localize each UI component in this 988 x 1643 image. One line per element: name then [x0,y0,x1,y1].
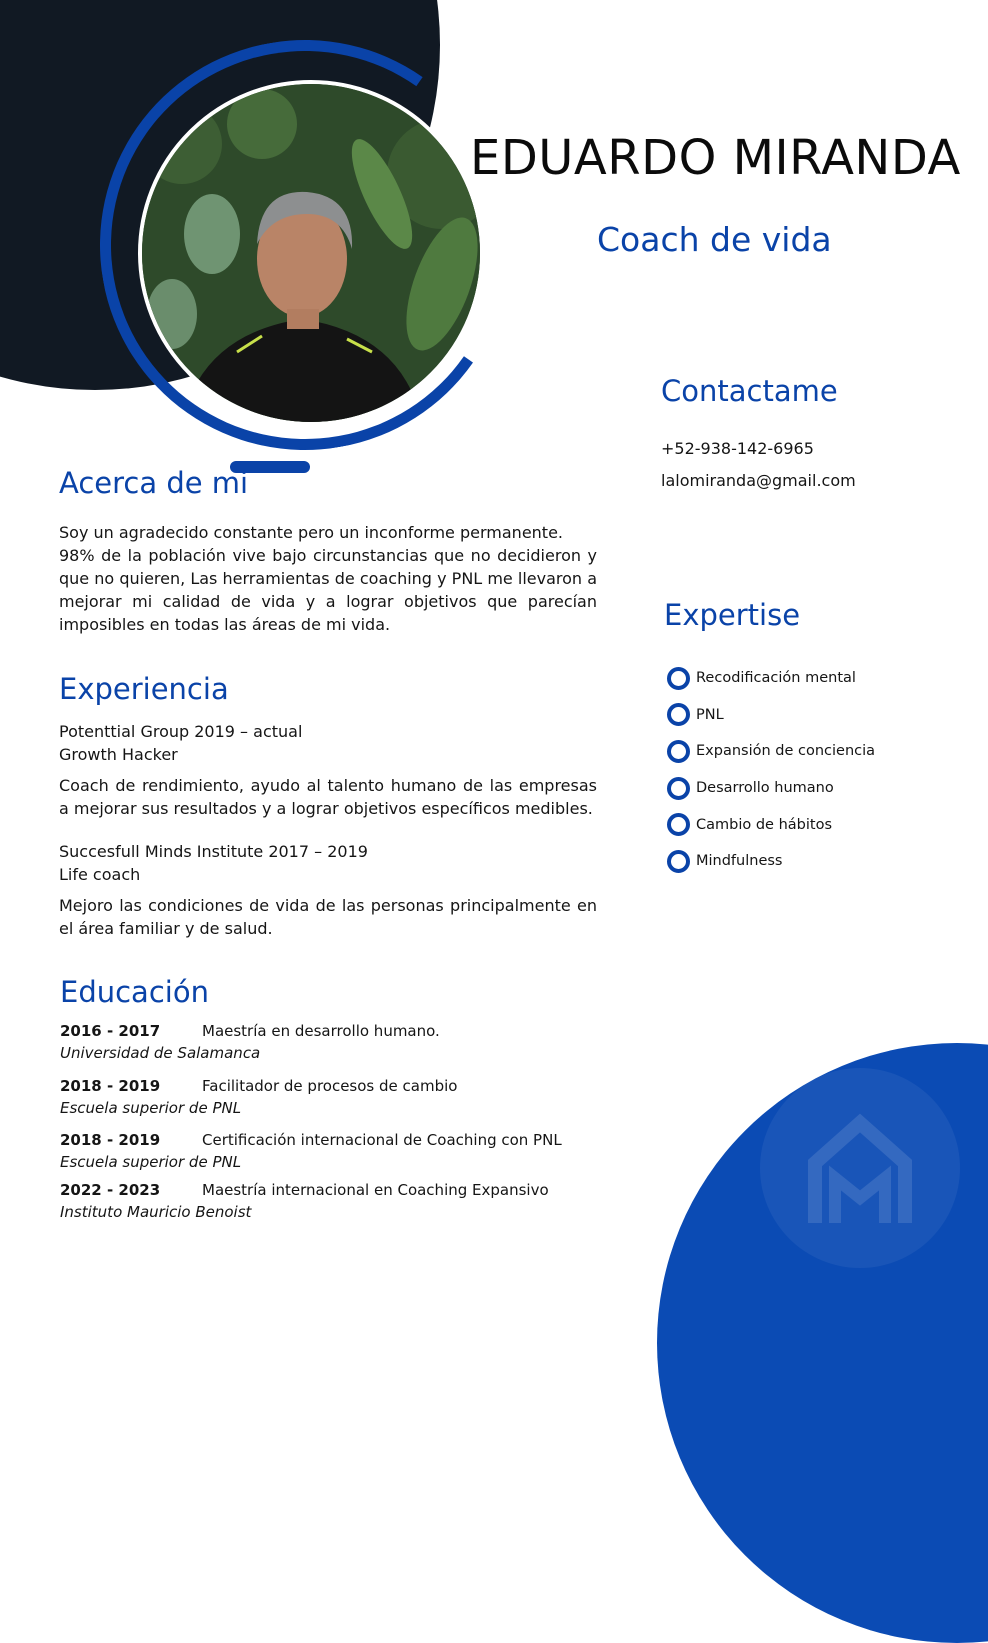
expertise-label: Expansión de conciencia [696,743,876,760]
education-years: 2018 - 2019 [60,1077,161,1095]
ring-bullet-icon [667,813,690,836]
expertise-label: Recodificación mental [696,670,856,687]
expertise-heading: Expertise [664,598,801,632]
expertise-item [667,770,967,807]
logo-watermark [760,1068,960,1268]
expertise-label: PNL [696,706,724,723]
contact-email: lalomiranda@gmail.com [661,471,856,490]
expertise-item [667,660,967,697]
education-school: Universidad de Salamanca [60,1044,261,1062]
experience-position: Growth Hacker [59,745,178,764]
logo-watermark-icon [760,1068,960,1268]
education-school: Escuela superior de PNL [60,1153,242,1171]
education-degree: Facilitador de procesos de cambio [202,1077,458,1095]
education-entry [60,1179,620,1223]
expertise-item [667,733,967,770]
contact-heading: Contactame [661,374,838,408]
expertise-label: Mindfulness [696,853,783,870]
education-entry [60,1020,620,1064]
ring-bullet-icon [667,777,690,800]
education-entry [60,1075,620,1119]
expertise-label: Cambio de hábitos [696,816,833,833]
experience-company: Potenttial Group 2019 – actual [59,722,303,741]
education-years: 2022 - 2023 [60,1181,161,1199]
about-paragraph: 98% de la población vive bajo circunstancias que no decidieron y que no quieren, Las herramientas de coaching y PNL me llevaron a mejorar mi calidad de vida y a lograr objetivos que parecían imposibles en todas las áreas de mi vida. [59,546,597,634]
expertise-label: Desarrollo humano [696,780,834,797]
education-entry [60,1129,620,1173]
experience-position: Life coach [59,865,141,884]
education-degree: Maestría internacional en Coaching Expansivo [202,1181,549,1199]
profile-photo [138,80,484,426]
experience-entry [59,840,597,940]
expertise-item [667,697,967,734]
candidate-role: Coach de vida [597,220,832,259]
education-school: Instituto Mauricio Benoist [60,1203,252,1221]
expertise-list [667,660,967,880]
about-heading: Acerca de mi [59,466,249,500]
about-intro-line: Soy un agradecido constante pero un inconforme permanente. [59,523,563,542]
profile-photo-illustration [142,84,480,422]
ring-bullet-icon [667,850,690,873]
contact-phone: +52-938-142-6965 [661,439,814,458]
ring-bullet-icon [667,703,690,726]
education-years: 2016 - 2017 [60,1022,161,1040]
education-school: Escuela superior de PNL [60,1099,242,1117]
education-degree: Maestría en desarrollo humano. [202,1022,440,1040]
expertise-item [667,806,967,843]
experience-description: Mejoro las condiciones de vida de las personas principalmente en el área familiar y de salud. [59,896,597,938]
experience-description: Coach de rendimiento, ayudo al talento humano de las empresas a mejorar sus resultados y a lograr objetivos específicos medibles. [59,776,597,818]
ring-bullet-icon [667,740,690,763]
experience-company: Succesfull Minds Institute 2017 – 2019 [59,842,368,861]
candidate-name: EDUARDO MIRANDA [470,130,961,186]
education-years: 2018 - 2019 [60,1131,161,1149]
ring-bullet-icon [667,667,690,690]
experience-heading: Experiencia [59,672,229,706]
education-degree: Certificación internacional de Coaching con PNL [202,1131,562,1149]
expertise-item [667,843,967,880]
experience-entry [59,720,597,820]
about-text [59,521,597,636]
education-heading: Educación [60,975,209,1009]
